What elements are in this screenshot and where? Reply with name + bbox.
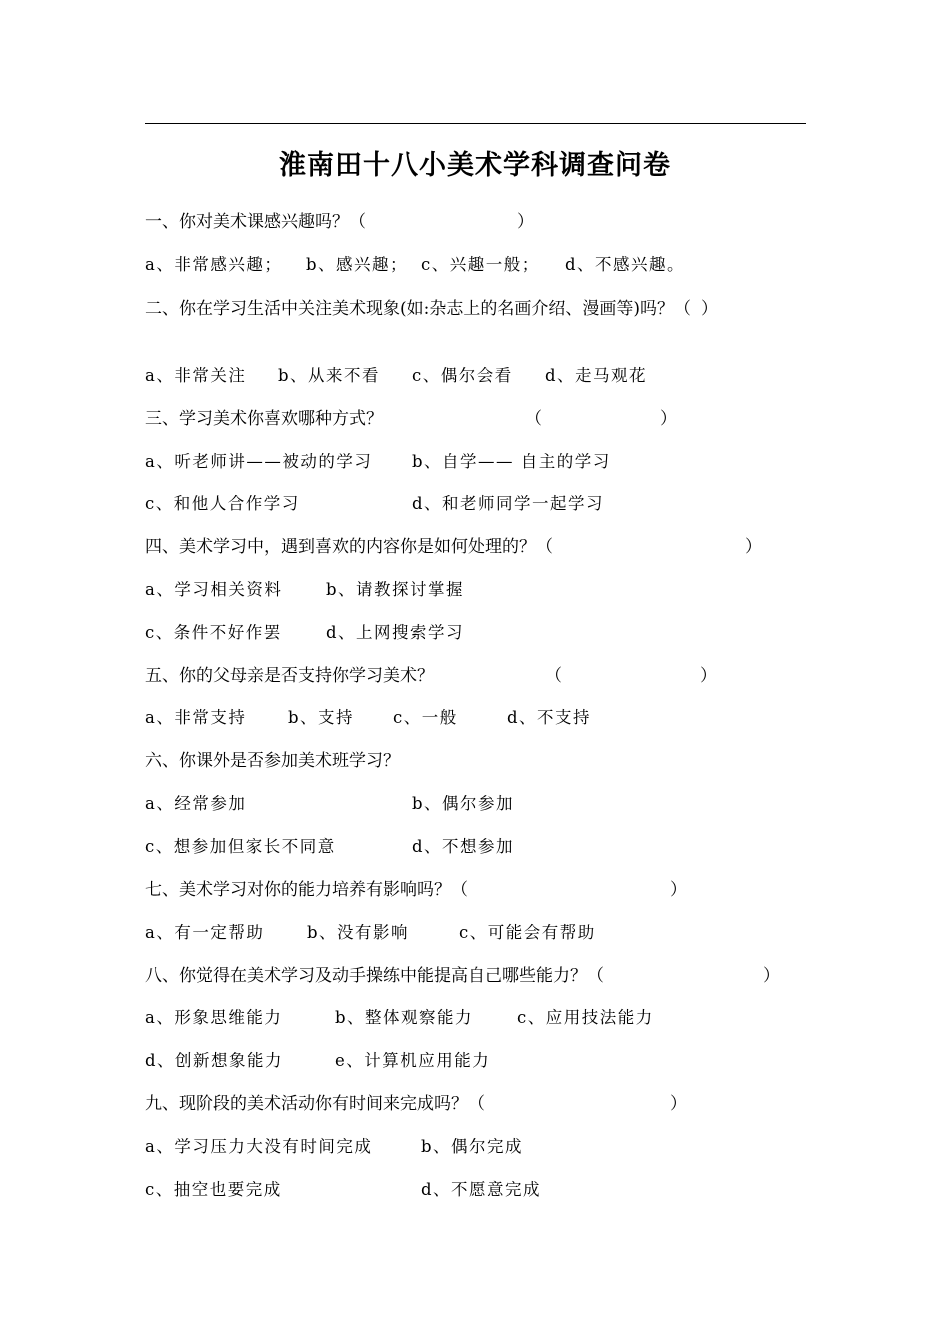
question-text: 二、你在学习生活中关注美术现象(如:杂志上的名画介绍、漫画等)吗？（ <box>145 299 691 319</box>
question-1 <box>145 211 534 233</box>
question-2 <box>145 297 750 321</box>
option-d: d、不感兴趣。 <box>565 255 686 274</box>
option-b: b、偶尔完成 <box>421 1137 524 1156</box>
option-c: c、可能会有帮助 <box>459 923 596 942</box>
question-text: 五、你的父母亲是否支持你学习美术？ <box>145 666 434 686</box>
option-b: b、偶尔参加 <box>412 794 515 813</box>
answer-paren-close: ） <box>670 1094 687 1114</box>
option-a: a、非常感兴趣； <box>145 255 283 274</box>
option-b: b、感兴趣； <box>306 255 409 274</box>
option-a: a、学习压力大没有时间完成 <box>145 1137 373 1156</box>
answer-paren-close: ） <box>701 299 718 319</box>
option-c: c、和他人合作学习 <box>145 494 300 513</box>
answer-paren-open: （ <box>545 666 562 686</box>
answer-paren-close: ） <box>660 409 677 429</box>
option-a: a、形象思维能力 <box>145 1008 283 1027</box>
question-text: 四、美术学习中，遇到喜欢的内容你是如何处理的？（ <box>145 537 553 557</box>
option-d: d、走马观花 <box>545 366 648 385</box>
question-7 <box>145 879 687 901</box>
question-text: 三、学习美术你喜欢哪种方式？ <box>145 409 383 429</box>
option-a: a、非常关注 <box>145 366 247 385</box>
answer-paren-close: ） <box>700 666 717 686</box>
question-text: 八、你觉得在美术学习及动手操练中能提高自己哪些能力？（ <box>145 966 604 986</box>
answer-paren-close: ） <box>517 212 534 232</box>
option-d: d、不支持 <box>507 708 592 727</box>
question-5 <box>145 665 717 687</box>
question-6 <box>145 750 400 772</box>
question-3 <box>145 408 677 430</box>
option-a: a、非常支持 <box>145 708 247 727</box>
option-c: c、应用技法能力 <box>517 1008 654 1027</box>
option-c: c、偶尔会看 <box>412 366 513 385</box>
option-a: a、听老师讲——被动的学习 <box>145 452 373 471</box>
option-b: b、请教探讨掌握 <box>326 580 465 599</box>
option-c: c、条件不好作罢 <box>145 623 282 642</box>
answer-paren-open: （ <box>525 409 542 429</box>
option-d: d、不愿意完成 <box>421 1180 542 1199</box>
option-d: d、不想参加 <box>412 837 515 856</box>
option-b: b、整体观察能力 <box>335 1008 474 1027</box>
question-text: 七、美术学习对你的能力培养有影响吗？（ <box>145 880 468 900</box>
option-c: c、兴趣一般； <box>421 255 540 274</box>
option-b: b、支持 <box>288 708 355 727</box>
option-d: d、和老师同学一起学习 <box>412 494 605 513</box>
question-9 <box>145 1093 687 1115</box>
question-text: 一、你对美术课感兴趣吗？（ <box>145 212 366 232</box>
option-c: c、抽空也要完成 <box>145 1180 282 1199</box>
option-a: a、学习相关资料 <box>145 580 283 599</box>
question-text: 六、你课外是否参加美术班学习？ <box>145 751 400 771</box>
header-rule <box>145 123 806 124</box>
page-title: 淮南田十八小美术学科调查问卷 <box>279 150 671 181</box>
option-d: d、创新想象能力 <box>145 1051 284 1070</box>
option-b: b、从来不看 <box>278 366 381 385</box>
question-4 <box>145 536 762 558</box>
option-a: a、有一定帮助 <box>145 923 265 942</box>
option-c: c、一般 <box>393 708 458 727</box>
question-8 <box>145 965 780 987</box>
option-a: a、经常参加 <box>145 794 247 813</box>
option-d: d、上网搜索学习 <box>326 623 465 642</box>
option-b: b、自学—— 自主的学习 <box>412 452 611 471</box>
option-b: b、没有影响 <box>307 923 410 942</box>
answer-paren-close: ） <box>763 966 780 986</box>
question-text: 九、现阶段的美术活动你有时间来完成吗？（ <box>145 1094 485 1114</box>
answer-paren-close: ） <box>670 880 687 900</box>
option-c: c、想参加但家长不同意 <box>145 837 336 856</box>
option-e: e、计算机应用能力 <box>335 1051 491 1070</box>
answer-paren-close: ） <box>745 537 762 557</box>
